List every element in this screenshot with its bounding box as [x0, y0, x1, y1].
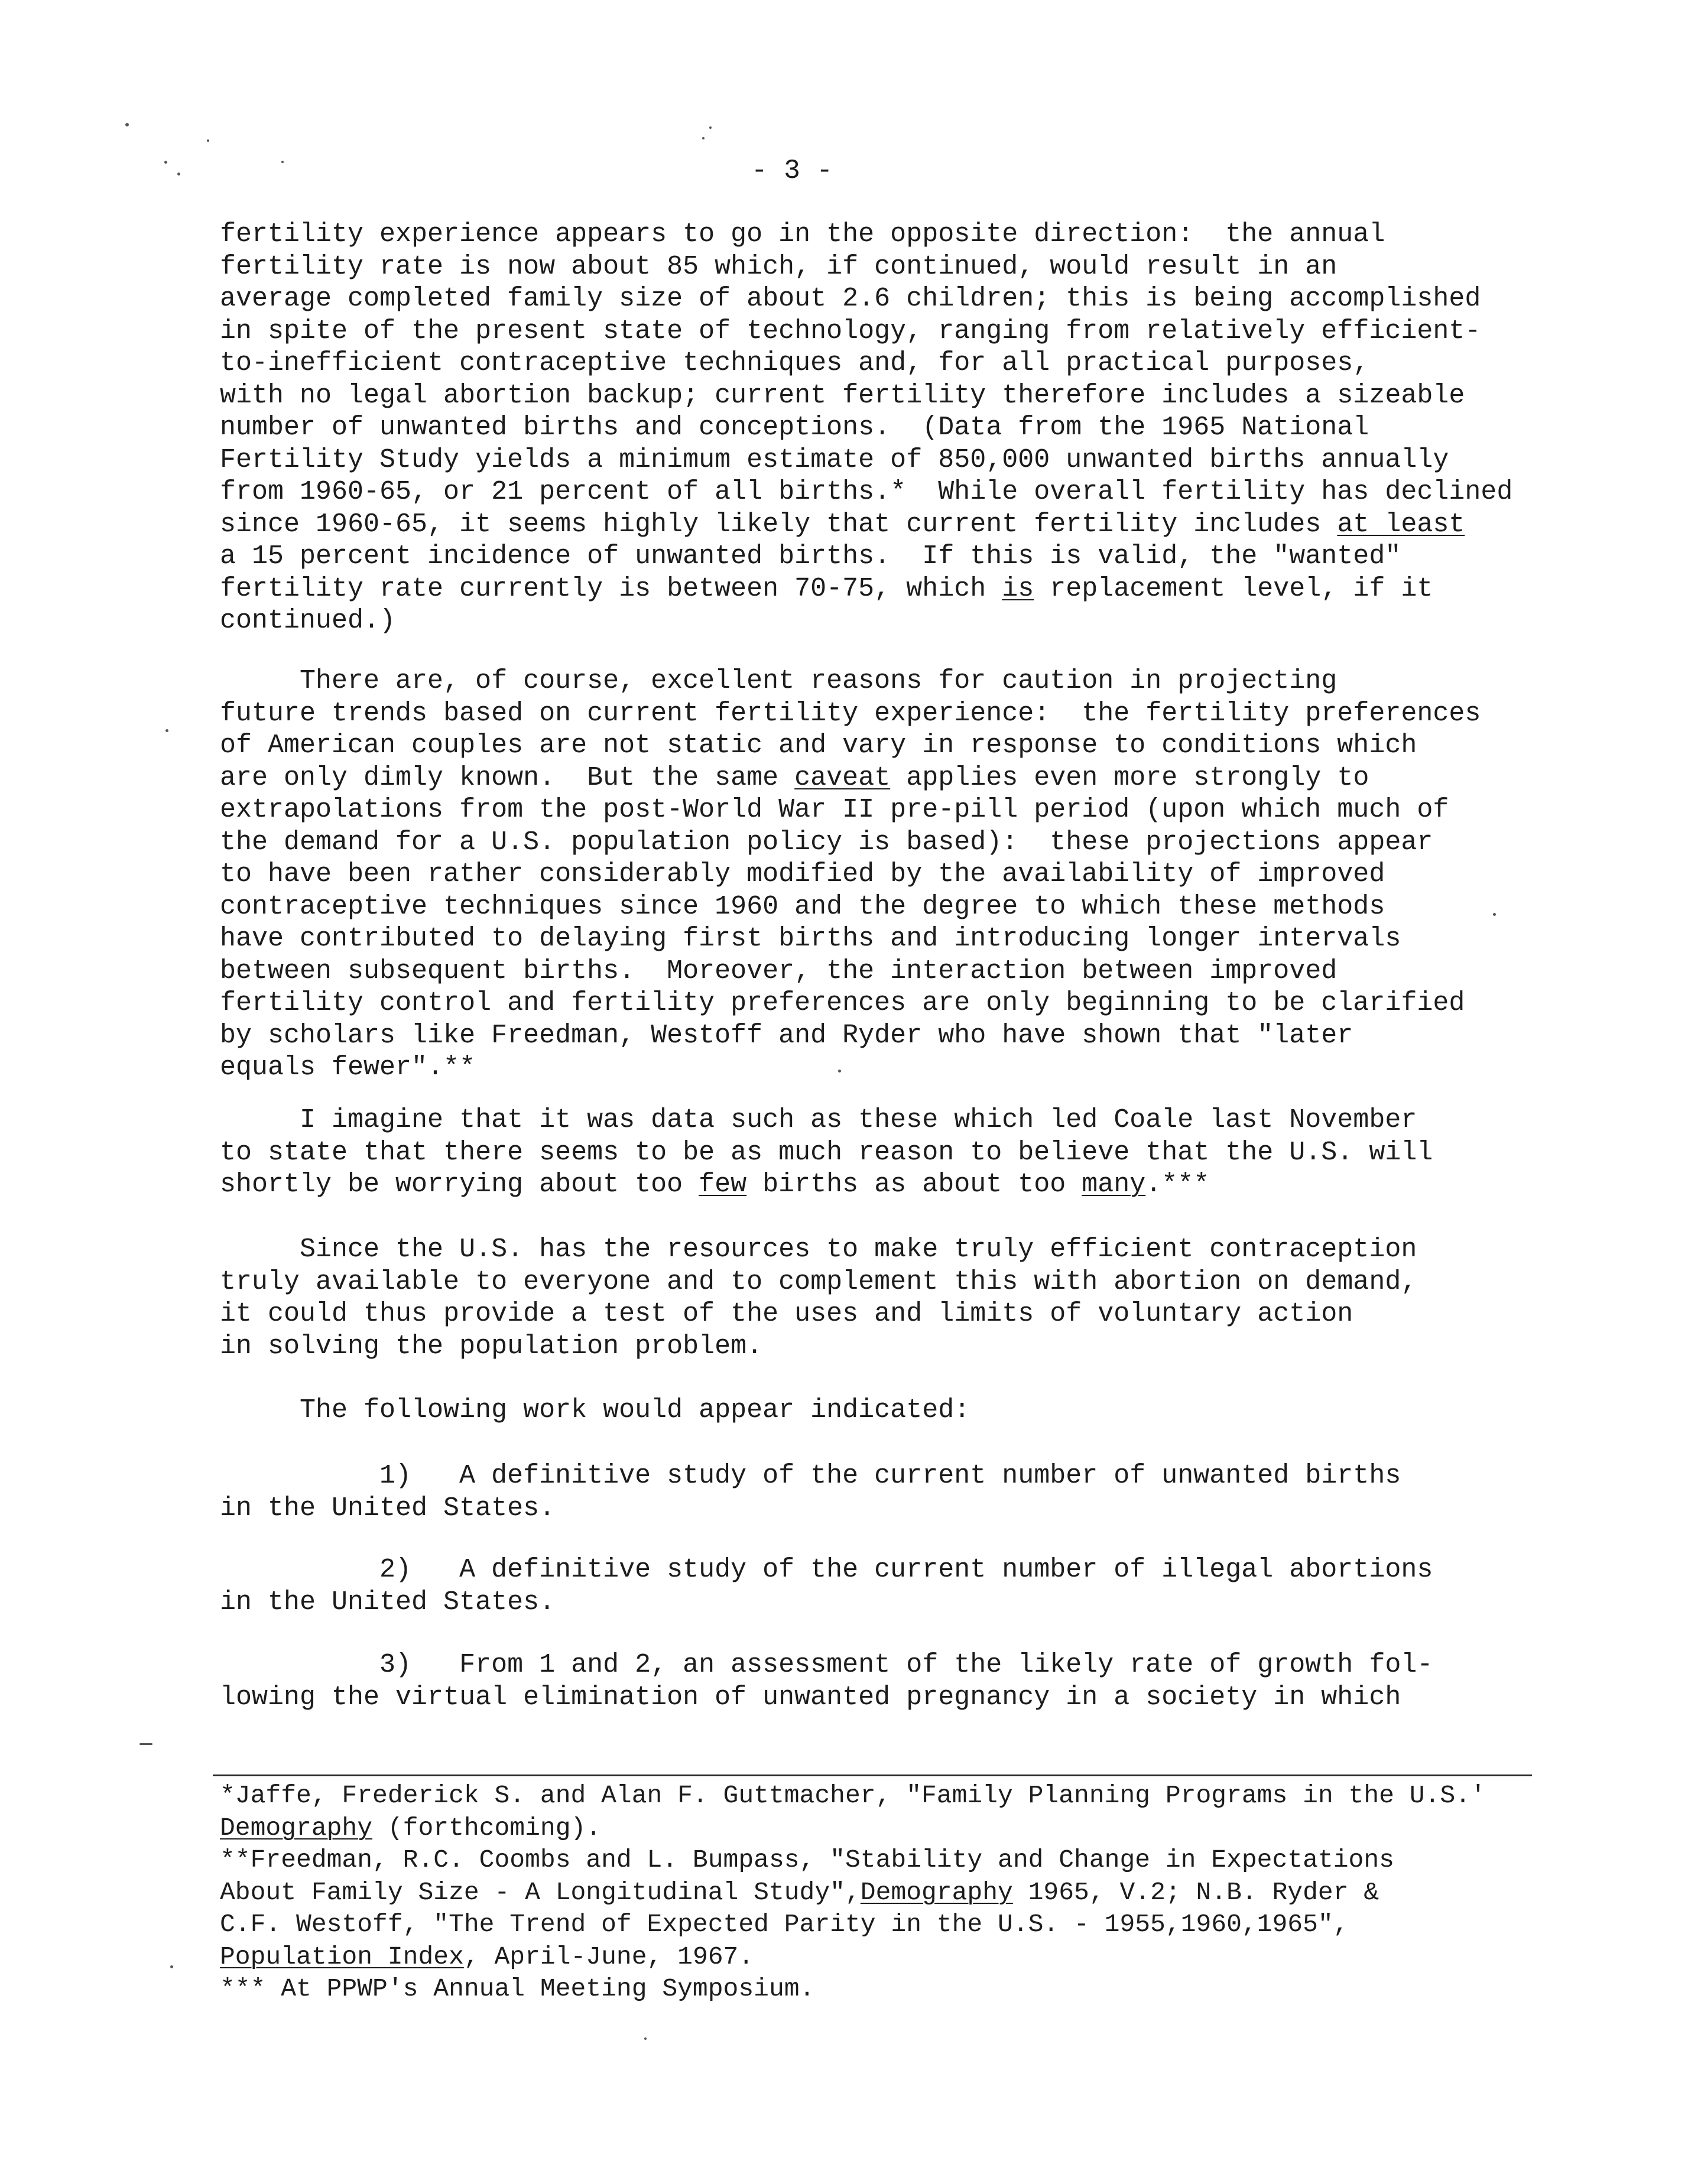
scan-speck: [125, 123, 129, 126]
footnote-line: *** At PPWP's Annual Meeting Symposium.: [220, 1974, 815, 2003]
scan-speck: [165, 729, 168, 732]
underlined-emphasis: is: [1002, 573, 1034, 604]
text-segment: shortly be worrying about too: [220, 1169, 699, 1200]
scan-speck: [164, 161, 167, 164]
text-segment: applies even more strongly to: [890, 762, 1369, 793]
text-line: extrapolations from the post-World War II pre-pill period (upon which much of: [220, 795, 1449, 825]
text-line: 1) A definitive study of the current number of unwanted births: [220, 1461, 1401, 1491]
underlined-title: Demography: [220, 1813, 373, 1842]
page-number: - 3 -: [751, 155, 833, 186]
text-line: the demand for a U.S. population policy is based): these projections appear: [220, 827, 1433, 857]
underlined-emphasis: few: [699, 1169, 747, 1200]
text-line: [220, 573, 1550, 606]
text-line: future trends based on current fertility experience: the fertility preferences: [220, 698, 1481, 729]
paragraph-coale: [220, 1104, 1550, 1201]
footnote-line: [220, 1812, 1550, 1845]
text-segment: are only dimly known. But the same: [220, 762, 795, 793]
text-segment: 1965, V.2; N.B. Ryder &: [1012, 1877, 1379, 1907]
text-line: The following work would appear indicated:: [220, 1395, 970, 1425]
scan-speck: [702, 137, 705, 139]
paragraph-caution: [220, 665, 1550, 1084]
text-line: 3) From 1 and 2, an assessment of the likely rate of growth fol-: [220, 1650, 1433, 1680]
scan-speck: [170, 1965, 173, 1968]
footnote-line: [220, 1877, 1550, 1909]
underlined-title: Demography: [860, 1877, 1013, 1907]
text-line: between subsequent births. Moreover, the interaction between improved: [220, 956, 1338, 986]
list-item: [220, 1460, 1550, 1525]
text-line: contraceptive techniques since 1960 and the degree to which these methods: [220, 891, 1385, 922]
paragraph-fertility-experience: [220, 219, 1550, 638]
text-segment: fertility rate currently is between 70-75, which: [220, 573, 1002, 604]
text-line: lowing the virtual elimination of unwanted pregnancy in a society in which: [220, 1682, 1401, 1712]
text-line: equals fewer".**: [220, 1052, 476, 1083]
underlined-title: Population Index: [220, 1942, 464, 1971]
scan-speck: [177, 173, 180, 176]
text-line: to state that there seems to be as much reason to believe that the U.S. will: [220, 1137, 1433, 1168]
paragraph-resources: [220, 1234, 1550, 1363]
text-line: it could thus provide a test of the uses and limits of voluntary action: [220, 1299, 1353, 1329]
scan-speck: [139, 1743, 152, 1745]
text-line: truly available to everyone and to complement this with abortion on demand,: [220, 1266, 1417, 1297]
text-line: in solving the population problem.: [220, 1331, 763, 1361]
text-line: in the United States.: [220, 1587, 556, 1617]
text-line: Fertility Study yields a minimum estimate of 850,000 unwanted births annually: [220, 444, 1449, 475]
text-line: in the United States.: [220, 1493, 556, 1523]
text-line: to-inefficient contraceptive techniques and, for all practical purposes,: [220, 348, 1369, 378]
text-segment: births as about too: [746, 1169, 1082, 1200]
footnotes: [220, 1780, 1550, 2006]
text-segment: (forthcoming).: [372, 1813, 602, 1842]
text-line: a 15 percent incidence of unwanted births. If this is valid, the "wanted": [220, 541, 1401, 571]
footnote-divider: [213, 1774, 1532, 1776]
scan-speck: [709, 126, 712, 129]
text-segment: , April-June, 1967.: [463, 1942, 754, 1971]
scan-speck: [281, 161, 284, 163]
footnote-line: *Jaffe, Frederick S. and Alan F. Guttmacher, "Family Planning Programs in the U.S.': [220, 1781, 1486, 1810]
text-line: number of unwanted births and conceptions. (Data from the 1965 National: [220, 412, 1369, 443]
paragraph-work-indicated: [220, 1395, 1550, 1427]
text-line: [220, 762, 1550, 795]
text-segment: since 1960-65, it seems highly likely that current fertility includes: [220, 509, 1338, 540]
list-item: [220, 1554, 1550, 1618]
scan-speck: [644, 2037, 647, 2040]
text-line: fertility experience appears to go in the opposite direction: the annual: [220, 219, 1385, 249]
text-line: by scholars like Freedman, Westoff and Ryder who have shown that "later: [220, 1020, 1353, 1051]
footnote-line: C.F. Westoff, "The Trend of Expected Parity in the U.S. - 1955,1960,1965",: [220, 1910, 1349, 1939]
text-segment: .***: [1145, 1169, 1210, 1200]
text-line: continued.): [220, 606, 396, 636]
text-line: [220, 509, 1550, 541]
underlined-emphasis: caveat: [794, 762, 891, 793]
underlined-emphasis: at least: [1337, 509, 1465, 540]
text-line: 2) A definitive study of the current number of illegal abortions: [220, 1555, 1433, 1585]
footnote-line: [220, 1941, 1550, 1974]
text-line: in spite of the present state of technology, ranging from relatively efficient-: [220, 316, 1481, 346]
text-line: from 1960-65, or 21 percent of all births.* While overall fertility has declined: [220, 477, 1513, 507]
text-line: have contributed to delaying first births and introducing longer intervals: [220, 924, 1401, 954]
list-item: [220, 1649, 1550, 1714]
text-line: [220, 1169, 1550, 1201]
text-line: fertility rate is now about 85 which, if continued, would result in an: [220, 251, 1338, 282]
text-line: to have been rather considerably modified by the availability of improved: [220, 859, 1385, 889]
text-segment: replacement level, if it: [1034, 573, 1433, 604]
scan-speck: [207, 139, 209, 142]
text-segment: About Family Size - A Longitudinal Study",: [220, 1877, 861, 1907]
text-line: of American couples are not static and vary in response to conditions which: [220, 730, 1417, 760]
text-line: Since the U.S. has the resources to make truly efficient contraception: [220, 1234, 1417, 1265]
text-line: There are, of course, excellent reasons for caution in projecting: [220, 666, 1338, 696]
footnote-line: **Freedman, R.C. Coombs and L. Bumpass, "Stability and Change in Expectations: [220, 1845, 1394, 1874]
text-line: average completed family size of about 2.6 children; this is being accomplished: [220, 284, 1481, 314]
text-line: fertility control and fertility preferences are only beginning to be clarified: [220, 988, 1465, 1018]
text-line: I imagine that it was data such as these which led Coale last November: [220, 1105, 1417, 1135]
text-line: with no legal abortion backup; current fertility therefore includes a sizeable: [220, 380, 1465, 411]
underlined-emphasis: many: [1082, 1169, 1146, 1200]
